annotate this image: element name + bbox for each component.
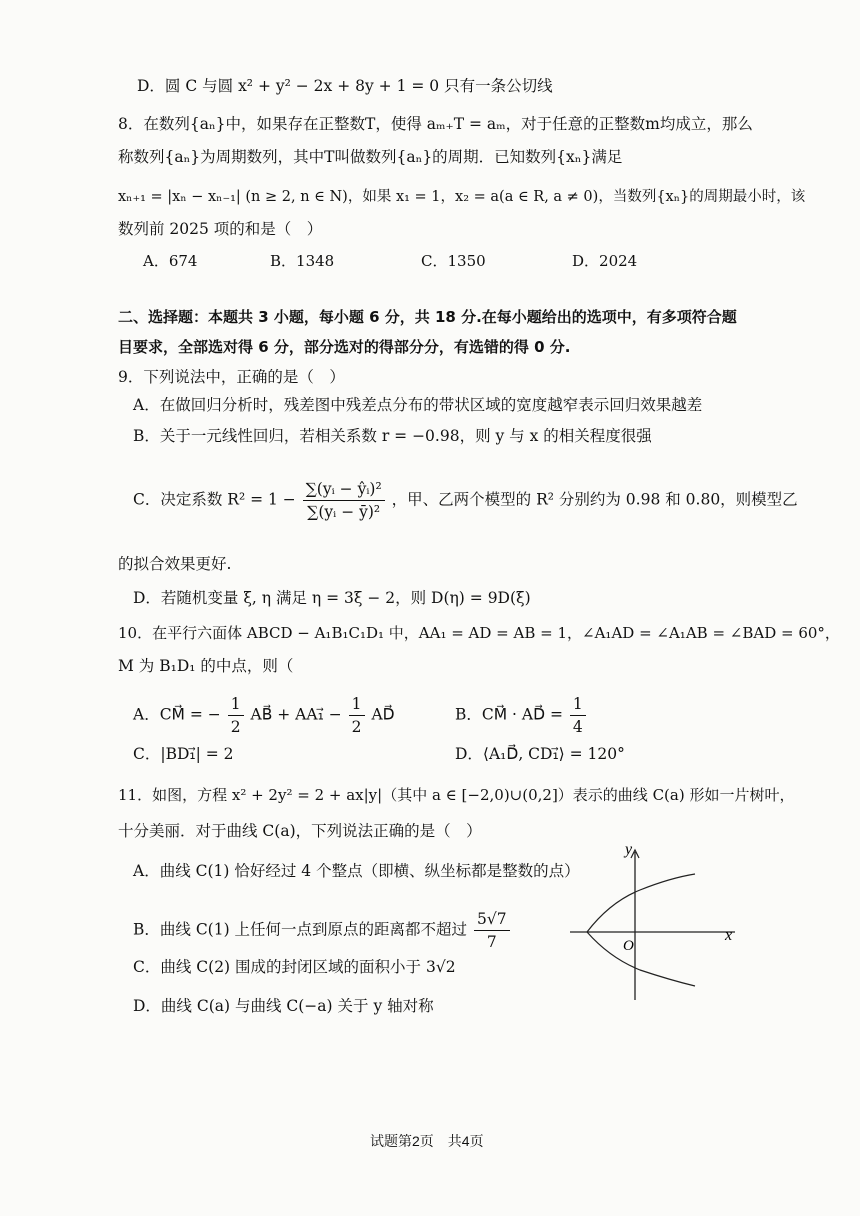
q10-option-b-fraction: [570, 693, 586, 738]
q9-option-c-prefix: C．决定系数 R² = 1 −: [133, 490, 296, 509]
q10-stem-line2: M 为 B₁D₁ 的中点，则（: [118, 657, 294, 675]
x-axis-label: x: [725, 927, 733, 944]
leaf-curve-figure: [565, 840, 750, 1005]
q8-stem-line4: 数列前 2025 项的和是（ ）: [118, 220, 323, 238]
q11-option-c: C．曲线 C(2) 围成的封闭区域的面积小于 3√2: [133, 958, 456, 976]
q10-option-d: D．⟨A₁D⃗, CD₁⃗⟩ = 120°: [455, 745, 625, 763]
half-numerator: 1: [349, 693, 365, 716]
origin-label: O: [623, 938, 634, 954]
q9-option-c-numerator: ∑(yᵢ − ŷᵢ)²: [303, 478, 385, 501]
q10-option-a-prefix: A．CM⃗ = −: [133, 705, 221, 724]
q9-option-d: D．若随机变量 ξ, η 满足 η = 3ξ − 2，则 D(η) = 9D(ξ): [133, 589, 531, 607]
q11-stem-line2: 十分美丽．对于曲线 C(a)，下列说法正确的是（ ）: [118, 822, 482, 840]
q10-stem-line1: 10．在平行六面体 ABCD − A₁B₁C₁D₁ 中，AA₁ = AD = AB = 1，∠A₁AD = ∠A₁AB = ∠BAD = 60°，: [118, 624, 840, 642]
q8-option-c: C．1350: [421, 252, 486, 270]
page-footer: 试题第2页 共4页: [370, 1133, 484, 1149]
leaf-lower-curve: [587, 932, 695, 986]
q9-stem: 9．下列说法中，正确的是（ ）: [118, 368, 345, 386]
q8-stem-line1: 8．在数列{aₙ}中，如果存在正整数T，使得 aₘ₊T = aₘ，对于任意的正整数m均成立，那么: [118, 115, 753, 133]
q8-option-a: A．674: [143, 252, 198, 270]
q8-stem-line2: 称数列{aₙ}为周期数列，其中T叫做数列{aₙ}的周期．已知数列{xₙ}满足: [118, 148, 623, 166]
q11-stem-line1: 11．如图，方程 x² + 2y² = 2 + ax|y|（其中 a ∈ [−2,0)∪(0,2]）表示的曲线 C(a) 形如一片树叶，: [118, 786, 795, 804]
q10-option-a-mid2: AD⃗: [371, 705, 395, 724]
q10-option-c: C．|BD₁⃗| = 2: [133, 745, 234, 763]
q11-option-b-fraction: [474, 908, 510, 953]
y-axis-label: y: [625, 841, 633, 858]
q7-option-d: D．圆 C 与圆 x² + y² − 2x + 8y + 1 = 0 只有一条公切线: [137, 77, 553, 95]
q11-option-b-numerator: 5√7: [474, 908, 510, 931]
half-denominator: 2: [230, 718, 241, 736]
q10-option-a: [133, 693, 395, 738]
q10-option-b-prefix: B．CM⃗ · AD⃗ =: [455, 705, 563, 724]
half-denominator: 2: [351, 718, 362, 736]
q10-option-a-half-2: [349, 693, 365, 738]
q8-option-b: B．1348: [270, 252, 335, 270]
q11-option-d: D．曲线 C(a) 与曲线 C(−a) 关于 y 轴对称: [133, 997, 434, 1015]
q11-option-a: A．曲线 C(1) 恰好经过 4 个整点（即横、纵坐标都是整数的点）: [133, 862, 580, 880]
q10-option-a-half-1: [228, 693, 244, 738]
q9-option-c: [133, 478, 798, 523]
q9-option-c-denominator: ∑(yᵢ − ȳ)²: [307, 503, 381, 521]
leaf-upper-curve: [587, 874, 695, 932]
q10-option-b: [455, 693, 588, 738]
q8-stem-line3: xₙ₊₁ = |xₙ − xₙ₋₁| (n ≥ 2, n ∈ N)，如果 x₁ = 1，x₂ = a(a ∈ R, a ≠ 0)，当数列{xₙ}的周期最小时，该: [118, 189, 806, 205]
section2-heading-line1: 二、选择题：本题共 3 小题，每小题 6 分，共 18 分.在每小题给出的选项中，有多项符合题: [118, 308, 737, 326]
q11-option-b-prefix: B．曲线 C(1) 上任何一点到原点的距离都不超过: [133, 920, 468, 939]
q9-option-a: A．在做回归分析时，残差图中残差点分布的带状区域的宽度越窄表示回归效果越差: [133, 396, 703, 414]
q9-option-c-suffix: ，甲、乙两个模型的 R² 分别约为 0.98 和 0.80，则模型乙: [391, 490, 798, 509]
q8-option-d: D．2024: [572, 252, 638, 270]
q10-option-b-numerator: 1: [570, 693, 586, 716]
q10-option-b-denominator: 4: [572, 718, 583, 736]
q9-option-b: B．关于一元线性回归，若相关系数 r = −0.98，则 y 与 x 的相关程度很强: [133, 427, 652, 445]
half-numerator: 1: [228, 693, 244, 716]
q10-option-a-mid1: AB⃗ + AA₁⃗ −: [250, 705, 342, 724]
q11-option-b: [133, 908, 512, 953]
q9-option-c-fraction: [303, 478, 385, 523]
section2-heading-line2: 目要求，全部选对得 6 分，部分选对的得部分分，有选错的得 0 分.: [118, 338, 571, 356]
q11-option-b-denominator: 7: [486, 933, 497, 951]
q9-option-c-continued: 的拟合效果更好.: [118, 555, 232, 573]
